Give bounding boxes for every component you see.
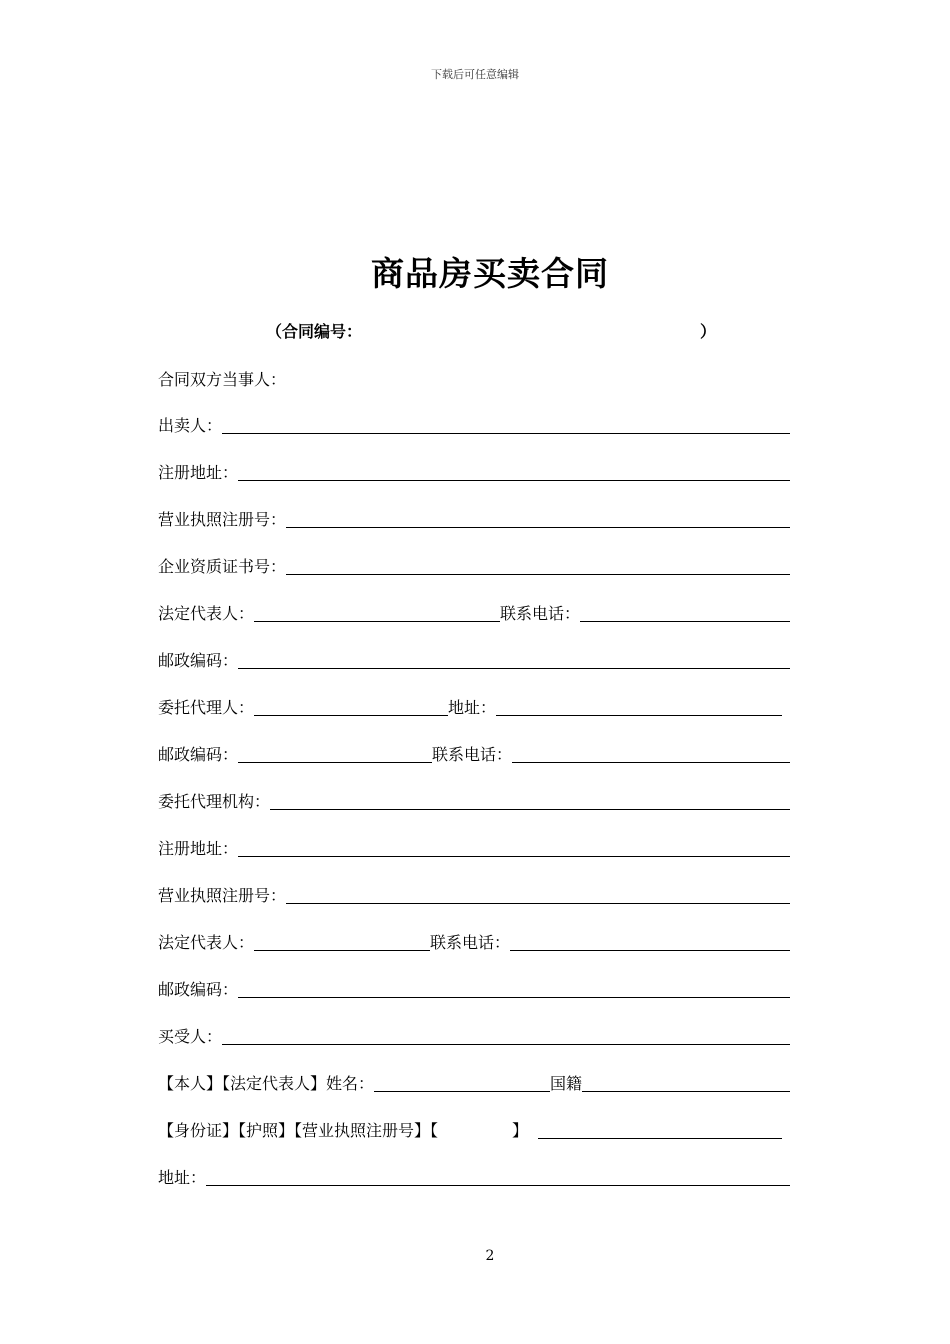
nationality-label: 国籍 — [550, 1074, 583, 1093]
postcode-label: 邮政编码： — [158, 651, 239, 670]
legal-rep-label: 法定代表人： — [158, 604, 255, 623]
buyer-address-row — [158, 1164, 790, 1188]
buyer-address-blank[interactable] — [206, 1167, 790, 1186]
buyer-address-label: 地址： — [158, 1168, 207, 1187]
agency-legal-rep-row — [158, 929, 790, 953]
id-number-blank[interactable] — [538, 1120, 782, 1139]
contract-number-label: （合同编号： — [266, 322, 363, 341]
legal-rep-blank[interactable] — [254, 603, 500, 622]
agency-address-label: 注册地址： — [158, 839, 239, 858]
reg-address-blank[interactable] — [238, 462, 790, 481]
agency-address-blank[interactable] — [238, 838, 790, 857]
seller-blank[interactable] — [222, 415, 790, 434]
agency-postcode-blank[interactable] — [238, 979, 790, 998]
agency-label: 委托代理机构： — [158, 792, 271, 811]
license-row — [158, 506, 790, 530]
agent-postcode-blank[interactable] — [238, 744, 432, 763]
postcode-row — [158, 647, 790, 671]
agency-license-label: 营业执照注册号： — [158, 886, 287, 905]
contract-number-close: ） — [700, 322, 717, 341]
id-type-close: 】 — [512, 1121, 529, 1140]
buyer-blank[interactable] — [222, 1026, 790, 1045]
agent-address-blank[interactable] — [496, 697, 782, 716]
seller-row — [158, 412, 790, 436]
agency-license-row — [158, 882, 790, 906]
id-type-label: 【身份证】【护照】【营业执照注册号】【 — [158, 1121, 439, 1140]
license-blank[interactable] — [286, 509, 790, 528]
buyer-name-row — [158, 1070, 790, 1094]
page-number: 2 — [485, 1248, 495, 1264]
agency-phone-blank[interactable] — [510, 932, 790, 951]
phone-label: 联系电话： — [500, 604, 581, 623]
reg-address-row — [158, 459, 790, 483]
reg-address-label: 注册地址： — [158, 463, 239, 482]
agent-phone-blank[interactable] — [512, 744, 790, 763]
agency-row — [158, 788, 790, 812]
agency-legal-rep-label: 法定代表人： — [158, 933, 255, 952]
agency-phone-label: 联系电话： — [430, 933, 511, 952]
buyer-label: 买受人： — [158, 1027, 223, 1046]
agency-license-blank[interactable] — [286, 885, 790, 904]
legal-rep-row — [158, 600, 790, 624]
agent-postcode-label: 邮政编码： — [158, 745, 239, 764]
agent-postcode-row — [158, 741, 790, 765]
phone-blank[interactable] — [580, 603, 790, 622]
postcode-blank[interactable] — [238, 650, 790, 669]
person-type-label: 【本人】【法定代表人】姓名： — [158, 1074, 375, 1093]
license-label: 营业执照注册号： — [158, 510, 287, 529]
parties-heading: 合同双方当事人： — [158, 370, 287, 389]
agency-address-row — [158, 835, 790, 859]
qual-cert-row — [158, 553, 790, 577]
buyer-row — [158, 1023, 790, 1047]
seller-label: 出卖人： — [158, 416, 223, 435]
buyer-name-blank[interactable] — [374, 1073, 550, 1092]
agency-postcode-row — [158, 976, 790, 1000]
nationality-blank[interactable] — [582, 1073, 790, 1092]
id-row — [158, 1117, 782, 1141]
qual-cert-label: 企业资质证书号： — [158, 557, 287, 576]
qual-cert-blank[interactable] — [286, 556, 790, 575]
agent-row — [158, 694, 782, 718]
agency-blank[interactable] — [270, 791, 790, 810]
agency-legal-rep-blank[interactable] — [254, 932, 430, 951]
agent-blank[interactable] — [254, 697, 448, 716]
agent-phone-label: 联系电话： — [432, 745, 513, 764]
agency-postcode-label: 邮政编码： — [158, 980, 239, 999]
agent-label: 委托代理人： — [158, 698, 255, 717]
document-title: 商品房买卖合同 — [371, 254, 609, 293]
page-header: 下载后可任意编辑 — [431, 68, 519, 81]
agent-address-label: 地址： — [448, 698, 497, 717]
